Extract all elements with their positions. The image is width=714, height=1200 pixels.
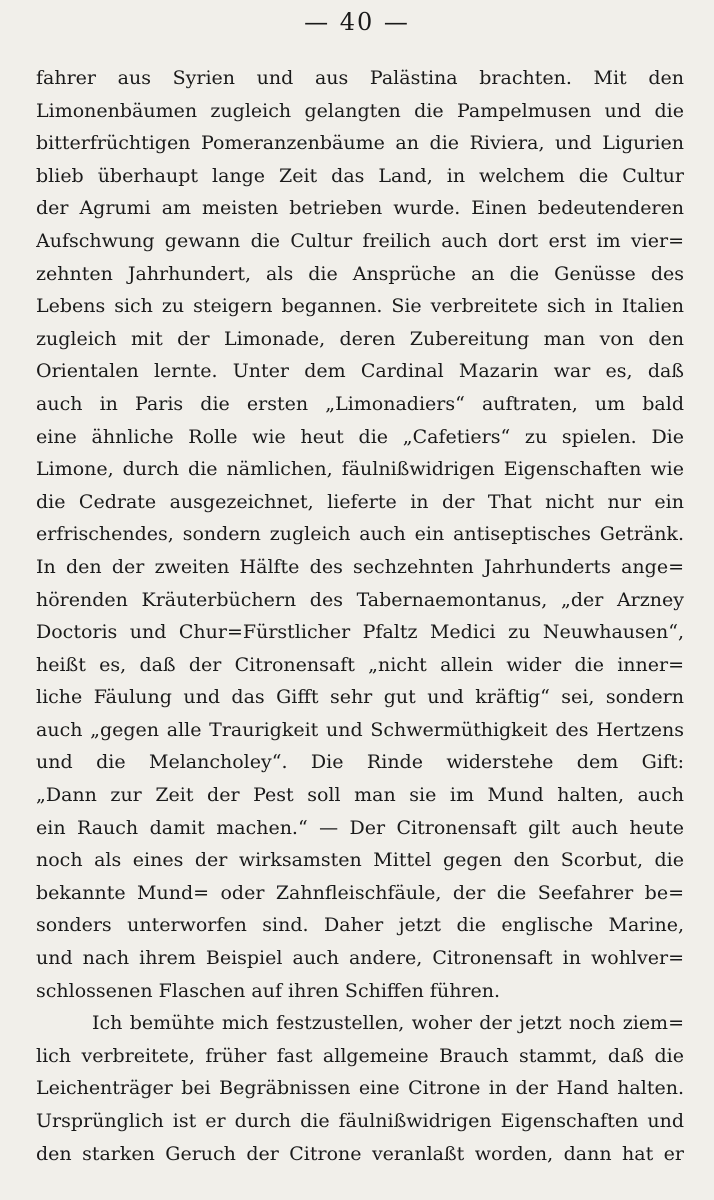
text-line: erfrischendes, sondern zugleich auch ein antiseptisches Getränk. [36, 523, 684, 546]
text-line: den starken Geruch der Citrone veranlaßt worden, dann hat er [36, 1142, 684, 1165]
text-line: Limone, durch die nämlichen, fäulnißwidrigen Eigenschaften wie [36, 458, 684, 481]
text-line: bitterfrüchtigen Pomeranzenbäume an die Riviera, und Ligurien [36, 132, 684, 155]
page-number: — 40 — [304, 8, 410, 36]
text-line: und die Melancholey“. Die Rinde widerstehe dem Gift: [36, 751, 684, 774]
text-line: blieb überhaupt lange Zeit das Land, in welchem die Cultur [36, 164, 684, 187]
text-line: noch als eines der wirksamsten Mittel gegen den Scorbut, die [36, 849, 684, 872]
text-line: der Agrumi am meisten betrieben wurde. Einen bedeutenderen [36, 197, 684, 220]
body-text [36, 62, 684, 1170]
text-line: zugleich mit der Limonade, deren Zubereitung man von den [36, 327, 684, 350]
text-line: zehnten Jahrhundert, als die Ansprüche an die Genüsse des [36, 262, 684, 285]
text-line: liche Fäulung und das Gifft sehr gut und kräftig“ sei, sondern [36, 686, 684, 709]
paragraph-1 [36, 62, 684, 1007]
text-line: „Dann zur Zeit der Pest soll man sie im Mund halten, auch [36, 784, 684, 807]
text-line: Ursprünglich ist er durch die fäulnißwidrigen Eigenschaften und [36, 1110, 684, 1132]
text-line: auch in Paris die ersten „Limonadiers“ auftraten, um bald [36, 392, 684, 415]
text-line: heißt es, daß der Citronensaft „nicht allein wider die inner= [36, 653, 684, 676]
text-line: fahrer aus Syrien und aus Palästina brachten. Mit den [36, 67, 684, 89]
text-line: hörenden Kräuterbüchern des Tabernaemontanus, „der Arzney [36, 588, 684, 611]
text-line: und nach ihrem Beispiel auch andere, Citronensaft in wohlver= [36, 947, 684, 970]
text-line: Ich bemühte mich festzustellen, woher der jetzt noch ziem= [92, 1012, 684, 1035]
text-line: bekannte Mund= oder Zahnfleischfäule, der die Seefahrer be= [36, 881, 684, 904]
text-line: eine ähnliche Rolle wie heut die „Cafetiers“ zu spielen. Die [36, 425, 684, 448]
text-line: In den der zweiten Hälfte des sechzehnten Jahrhunderts ange= [36, 555, 684, 578]
text-line: Lebens sich zu steigern begannen. Sie verbreitete sich in Italien [36, 295, 684, 318]
text-line: ein Rauch damit machen.“ — Der Citronensaft gilt auch heute [36, 816, 684, 839]
paragraph-2 [36, 1007, 684, 1170]
text-line: die Cedrate ausgezeichnet, lieferte in der That nicht nur ein [36, 490, 684, 513]
text-line: Leichenträger bei Begräbnissen eine Citrone in der Hand halten. [36, 1077, 684, 1100]
text-line: auch „gegen alle Traurigkeit und Schwermüthigkeit des Hertzens [36, 718, 684, 741]
text-line: Orientalen lernte. Unter dem Cardinal Mazarin war es, daß [36, 360, 684, 383]
text-line: sonders unterworfen sind. Daher jetzt die englische Marine, [36, 914, 684, 937]
text-line: Limonenbäumen zugleich gelangten die Pampelmusen und die [36, 99, 684, 122]
text-line: Aufschwung gewann die Cultur freilich auch dort erst im vier= [36, 229, 684, 252]
text-line: Doctoris und Chur=Fürstlicher Pfaltz Medici zu Neuwhausen“, [36, 621, 684, 644]
text-line: schlossenen Flaschen auf ihren Schiffen führen. [36, 979, 501, 1002]
text-line: lich verbreitete, früher fast allgemeine Brauch stammt, daß die [36, 1044, 684, 1067]
